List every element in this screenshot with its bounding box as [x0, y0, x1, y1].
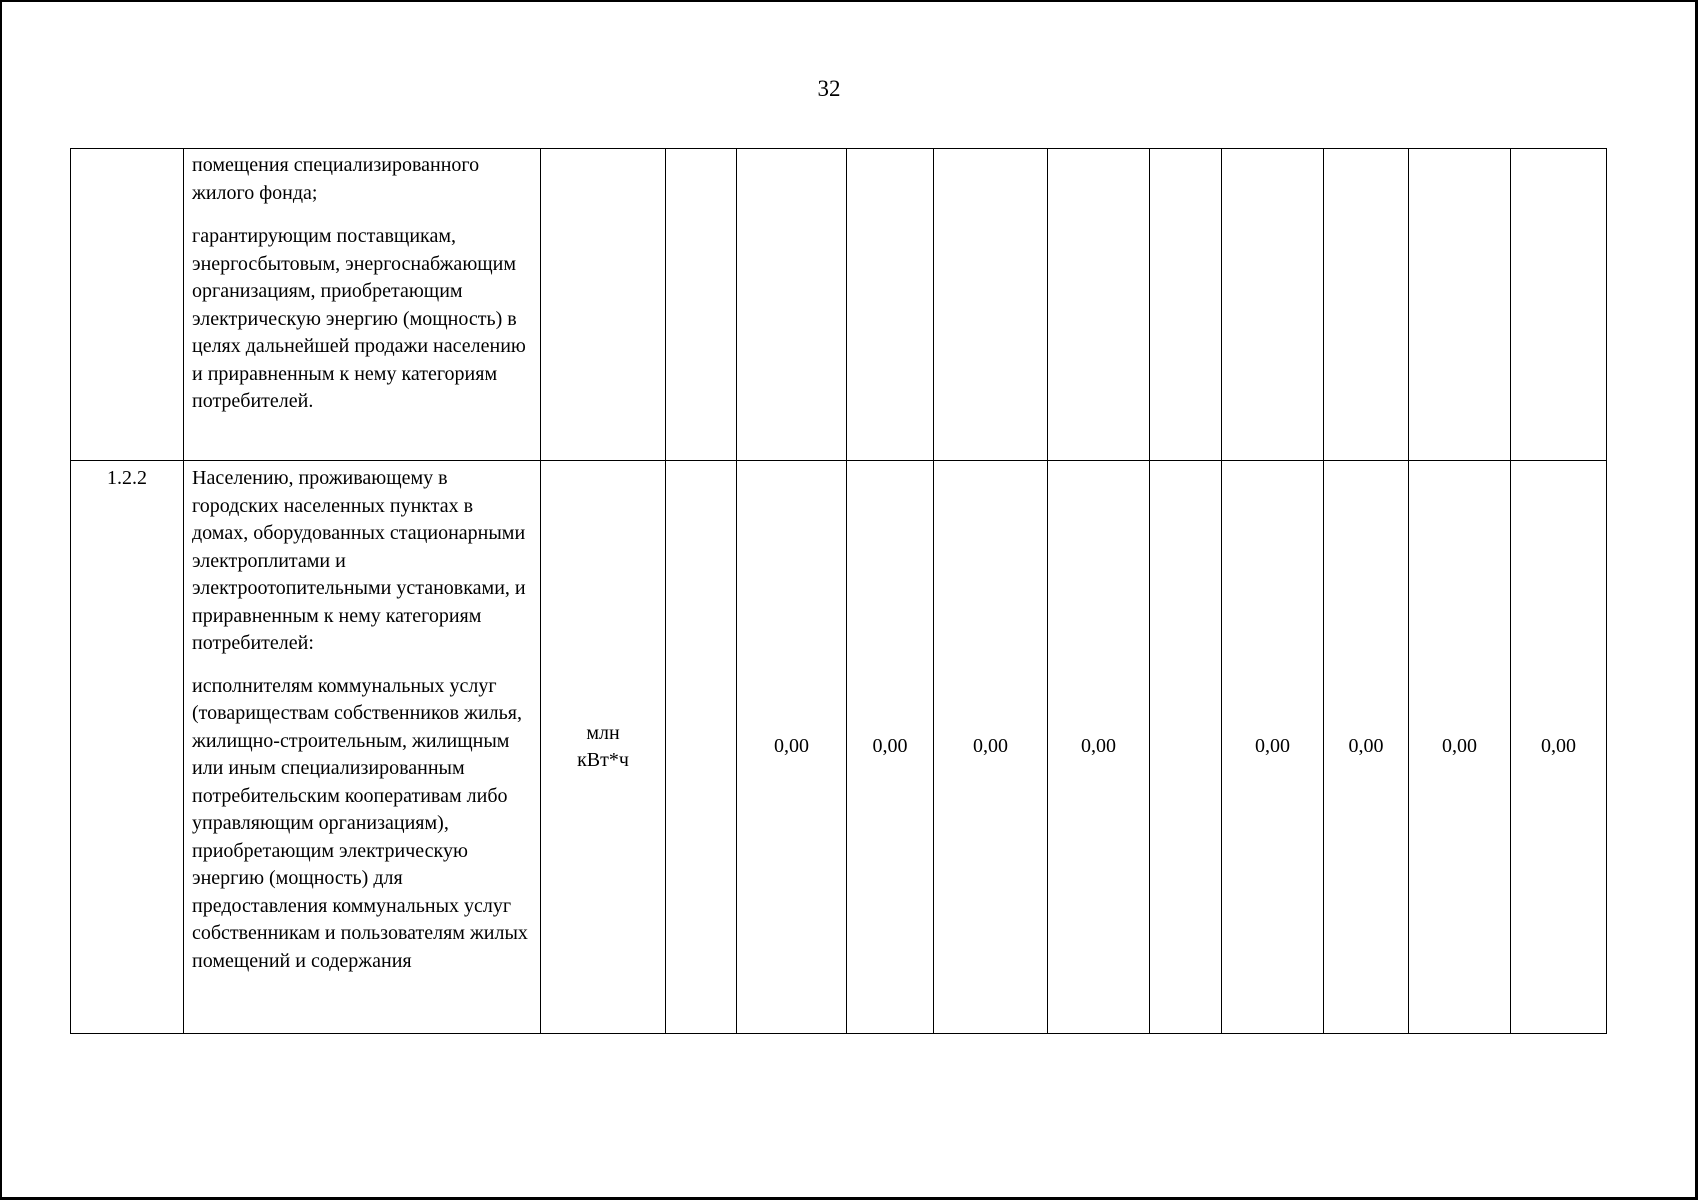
description-paragraph: Населению, проживающему в городских населенных пунктах в домах, оборудованных стационарными электроплитами и электроотопительными установками, и приравненным к нему категориям потребителей:	[192, 467, 526, 654]
scan-edge-top	[0, 0, 1698, 2]
value-cell: 0,00	[847, 461, 934, 1034]
tariff-table	[70, 148, 1607, 1034]
value-cell: 0,00	[1048, 461, 1150, 1034]
description-paragraph: помещения специализированного жилого фонда;	[192, 154, 480, 204]
row-description	[184, 461, 541, 1034]
value-cell	[1511, 149, 1607, 461]
value-cell: 0,00	[1324, 461, 1409, 1034]
unit-cell	[541, 149, 666, 461]
value-cell	[1409, 149, 1511, 461]
scan-edge-left	[0, 0, 2, 1200]
value-cell	[737, 149, 847, 461]
value-cell	[1150, 149, 1222, 461]
table-row	[71, 461, 1607, 1034]
table-row	[71, 149, 1607, 461]
row-number: 1.2.2	[71, 461, 184, 1034]
value-cell: 0,00	[934, 461, 1048, 1034]
value-cell	[666, 149, 737, 461]
value-cell: 0,00	[1409, 461, 1511, 1034]
value-cell: 0,00	[737, 461, 847, 1034]
value-cell: 0,00	[1222, 461, 1324, 1034]
value-cell	[1048, 149, 1150, 461]
value-cell: 0,00	[1511, 461, 1607, 1034]
value-cell	[1150, 461, 1222, 1034]
description-paragraph: исполнителям коммунальных услуг (товариществам собственников жилья, жилищно-строительным, жилищным или иным специализированным потребительским кооперативам либо управляющим организациям), приобретающим электрическую энергию (мощность) для предоставления коммунальных услуг собственникам и пользователям жилых помещений и содержания	[192, 674, 528, 972]
page-number: 32	[817, 76, 841, 101]
value-cell	[1222, 149, 1324, 461]
value-cell	[934, 149, 1048, 461]
value-cell	[666, 461, 737, 1034]
value-cell	[1324, 149, 1409, 461]
description-paragraph: гарантирующим поставщикам, энергосбытовым, энергоснабжающим организациям, приобретающим электрическую энергию (мощность) в целях дальнейшей продажи населению и приравненным к нему категориям потребителей.	[192, 225, 526, 412]
row-number	[71, 149, 184, 461]
row-description	[184, 149, 541, 461]
unit-cell: млн кВт*ч	[541, 461, 666, 1034]
value-cell	[847, 149, 934, 461]
